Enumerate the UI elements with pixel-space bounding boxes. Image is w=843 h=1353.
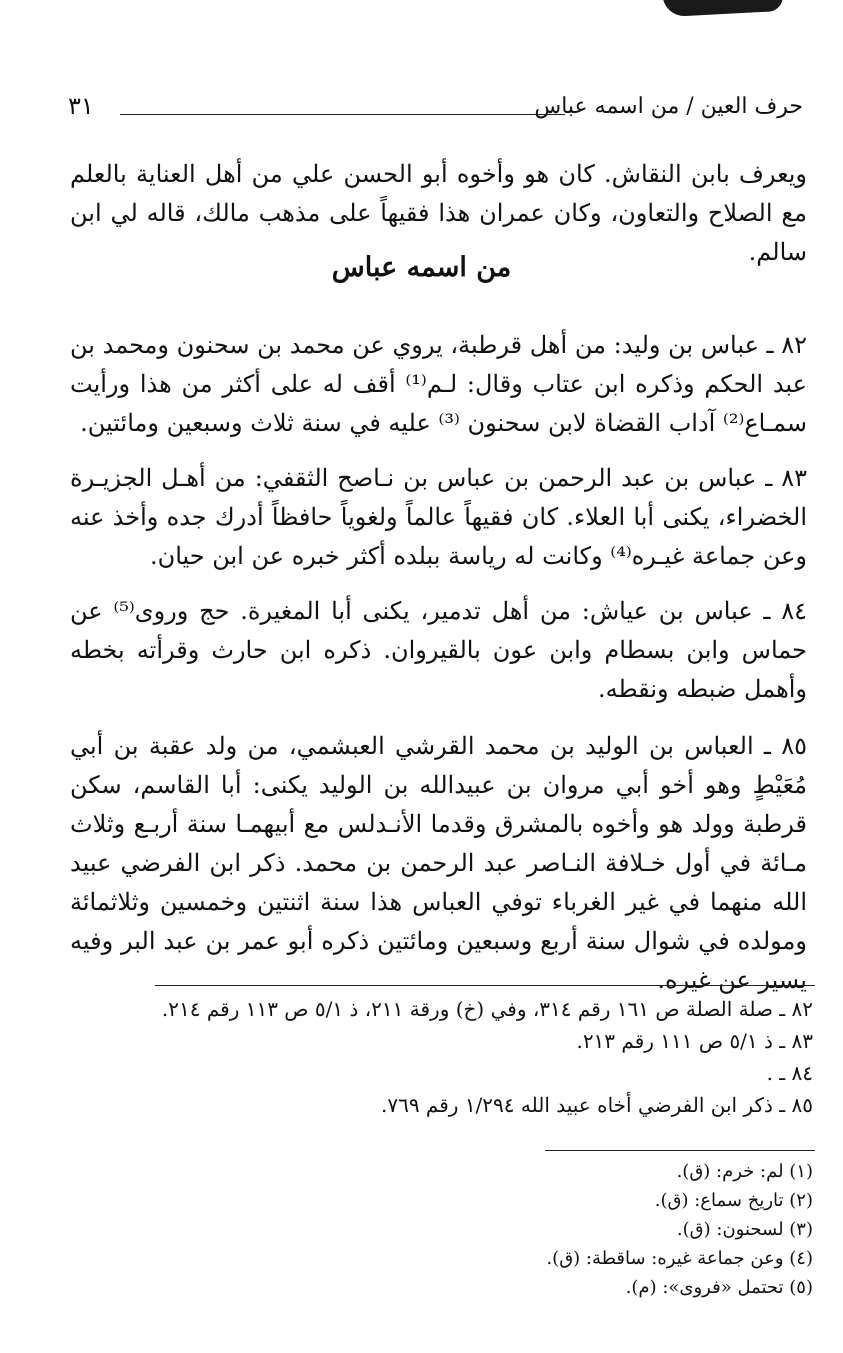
entry-paragraph: ٨٢ ـ عباس بن وليد: من أهل قرطبة، يروي عن محمد بن سحنون ومحمد بن عبد الحكم وذكره ابن عتاب وقال: لـم⁽¹⁾ أقف له على أكثر من هذا ورأيت سمـاع⁽²⁾ آداب القضاة لابن سحنون ⁽³⁾ عليه في سنة ثلاث وسبعين ومائتين. bbox=[70, 331, 807, 437]
footnote-item: (٢) تاريخ سماع: (ق). bbox=[654, 1190, 813, 1211]
footnotes-list bbox=[200, 1157, 813, 1302]
section-title: من اسمه عباس bbox=[331, 252, 512, 283]
references-list bbox=[60, 993, 813, 1121]
running-head: حرف العين / من اسمه عباس bbox=[534, 94, 803, 119]
entry-84-block bbox=[70, 592, 807, 709]
intro-paragraph: ويعرف بابن النقاش. كان هو وأخوه أبو الحسن علي من أهل العناية بالعلم مع الصلاح والتعاون، وكان عمران هذا فقيهاً على مذهب مالك، قاله لي ابن سالم. bbox=[70, 160, 807, 266]
entry-83-block bbox=[70, 459, 807, 576]
footnote-item: (١) لم: خرم: (ق). bbox=[676, 1161, 813, 1182]
footnote-item: (٣) لسحنون: (ق). bbox=[676, 1219, 813, 1240]
footnote-item: (٤) وعن جماعة غيره: ساقطة: (ق). bbox=[546, 1248, 813, 1269]
entry-82-block bbox=[70, 326, 807, 443]
reference-item: ٨٣ ـ ذ ٥/١ ص ١١١ رقم ٢١٣. bbox=[576, 1029, 813, 1053]
reference-item: ٨٢ ـ صلة الصلة ص ١٦١ رقم ٣١٤، وفي (خ) ورقة ٢١١، ذ ٥/١ ص ١١٣ رقم ٢١٤. bbox=[161, 997, 813, 1021]
reference-item: ٨٥ ـ ذكر ابن الفرضي أخاه عبيد الله ١/٢٩٤ رقم ٧٦٩. bbox=[380, 1093, 813, 1117]
entry-paragraph: ٨٤ ـ عباس بن عياش: من أهل تدمير، يكنى أبا المغيرة. حج وروى⁽⁵⁾ عن حماس وابن بسطام وابن عون بالقيروان. ذكره ابن حارث وقرأته بخطه وأهمل ضبطه ونقطه. bbox=[70, 597, 807, 703]
references-rule bbox=[155, 985, 815, 986]
entry-paragraph: ٨٥ ـ العباس بن الوليد بن محمد القرشي العبشمي، من ولد عقبة بن أبي مُعَيْطٍ وهو أخو أبي مروان بن عبيدالله بن الوليد يكنى: أبا القاسم، سكن قرطبة وولد هو وأخوه بالمشرق وقدما الأنـدلس مع أبيهمـا سنة أربـع وثلاث مـائة في أول خـلافة النـاصر عبد الرحمن بن محمد. ذكر ابن الفرضي عبيد الله منهما في غير الغرباء توفي العباس هذا سنة اثنتين وخمسين وثلاثمائة ومولده في شوال سنة أربع وسبعين ومائتين ذكره أبو عمر بن عبد البر وفيه يسير عن غيره. bbox=[70, 732, 807, 994]
footnotes-rule bbox=[545, 1150, 815, 1151]
footnote-item: (٥) تحتمل «فروى»: (م). bbox=[625, 1277, 813, 1298]
header-rule bbox=[120, 114, 565, 115]
entry-85-block bbox=[70, 727, 807, 1000]
page-number: ٣١ bbox=[68, 92, 94, 120]
page-corner-smudge bbox=[663, 0, 784, 17]
reference-item: ٨٤ ـ . bbox=[766, 1061, 813, 1085]
page-header bbox=[68, 92, 803, 132]
entry-paragraph: ٨٣ ـ عباس بن عبد الرحمن بن عباس بن نـاصح الثقفي: من أهـل الجزيـرة الخضراء، يكنى أبا العلاء. كان فقيهاً عالماً ولغوياً حافظاً أدرك جده وأخذ عنه وعن جماعة غيـره⁽⁴⁾ وكانت له رياسة ببلده أكثر خبره عن ابن حيان. bbox=[70, 464, 807, 570]
